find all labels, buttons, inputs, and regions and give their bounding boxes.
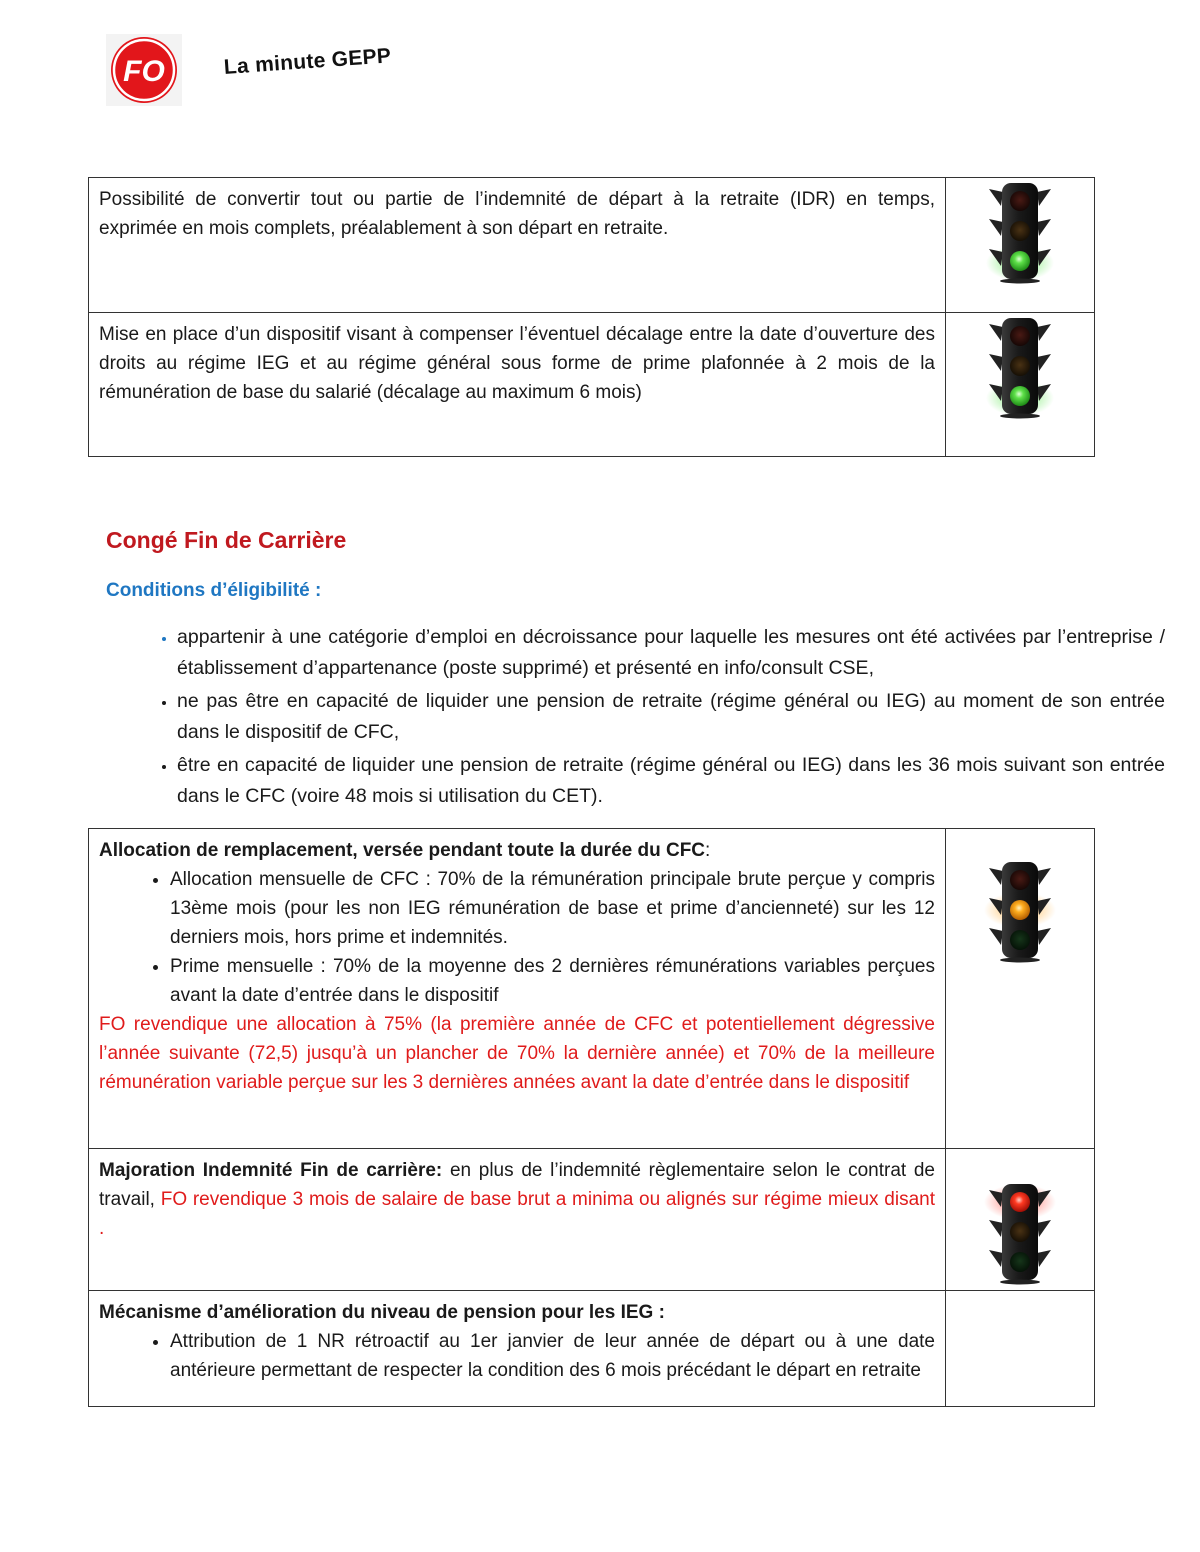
traffic-light-cell [946,829,1095,1149]
eligibility-subtitle: Conditions d’éligibilité : [106,580,322,601]
traffic-light-cell [946,313,1095,457]
traffic-light-green-icon [975,315,1065,419]
list-item: • Prime mensuelle : 70% de la moyenne des 2 dernières rémunérations variables perçues avant la date d’entrée dans le dispositif [170,952,935,1010]
mecanisme-heading: Mécanisme d’amélioration du niveau de pension pour les IEG : [99,1302,665,1323]
logo-text: FO [123,55,165,88]
table-retirement-options [88,177,1095,457]
allocation-cell [89,829,946,1149]
empty-light-cell [946,1291,1095,1407]
list-item: • être en capacité de liquider une pension de retraite (régime général ou IEG) dans les 36 mois suivant son entrée dans le CFC (voire 48 mois si utilisation du CET). [177,750,1165,812]
fo-logo [106,34,182,106]
mecanisme-list [99,1327,935,1385]
allocation-heading: Allocation de remplacement, versée pendant toute la durée du CFC [99,840,706,861]
fo-demand-majoration: FO revendique 3 mois de salaire de base brut a minima ou alignés sur régime mieux disant . [99,1189,935,1239]
traffic-light-orange-icon [975,859,1065,963]
list-item: • appartenir à une catégorie d’emploi en décroissance pour laquelle les mesures ont été activées par l’entreprise / établissement d’appartenance (poste supprimé) et présenté en info/consult CSE, [177,622,1165,684]
majoration-heading: Majoration Indemnité Fin de carrière: [99,1160,443,1181]
table-row [89,829,1095,1149]
table-row [89,1149,1095,1291]
allocation-heading-suffix: : [705,840,711,861]
section-title: Congé Fin de Carrière [106,527,347,553]
table-cfc-measures [88,828,1095,1407]
page-header [106,34,706,110]
majoration-text: en plus de l’indemnité règlementaire selon le contrat de travail, [99,1160,936,1210]
row-text: Possibilité de convertir tout ou partie de l’indemnité de départ à la retraite (IDR) en temps, exprimée en mois complets, préalablement à son départ en retraite. [89,178,946,313]
list-item: • Attribution de 1 NR rétroactif au 1er janvier de leur année de départ ou à une date antérieure permettant de respecter la condition des 6 mois précédant le départ en retraite [170,1327,935,1385]
mecanisme-cell [89,1291,946,1407]
fo-demand-allocation: FO revendique une allocation à 75% (la première année de CFC et potentiellement dégressive l’année suivante (72,5) jusqu’à un plancher de 70% la dernière année) et 70% de la meilleure rémunération variable perçue sur les 3 dernières années avant la date d’entrée dans le dispositif [99,1014,935,1093]
majoration-cell [89,1149,946,1291]
traffic-light-red-icon [975,1181,1065,1285]
traffic-light-cell [946,178,1095,313]
table-row [89,313,1095,457]
list-item: • Allocation mensuelle de CFC : 70% de la rémunération principale brute perçue y compris 13ème mois (pour les non IEG rémunération de base et prime d’ancienneté) sur les 12 derniers mois, hors prime et indemnités. [170,865,935,952]
eligibility-conditions-list [106,622,1165,814]
table-row [89,178,1095,313]
traffic-light-green-icon [975,180,1065,284]
traffic-light-cell [946,1149,1095,1291]
row-text: Mise en place d’un dispositif visant à compenser l’éventuel décalage entre la date d’ouverture des droits au régime IEG et au régime général sous forme de prime plafonnée à 2 mois de la rémunération de base du salarié (décalage au maximum 6 mois) [89,313,946,457]
page-title: La minute GEPP [223,44,392,79]
list-item: • ne pas être en capacité de liquider une pension de retraite (régime général ou IEG) au moment de son entrée dans le dispositif de CFC, [177,686,1165,748]
table-row [89,1291,1095,1407]
allocation-list [99,865,935,1010]
